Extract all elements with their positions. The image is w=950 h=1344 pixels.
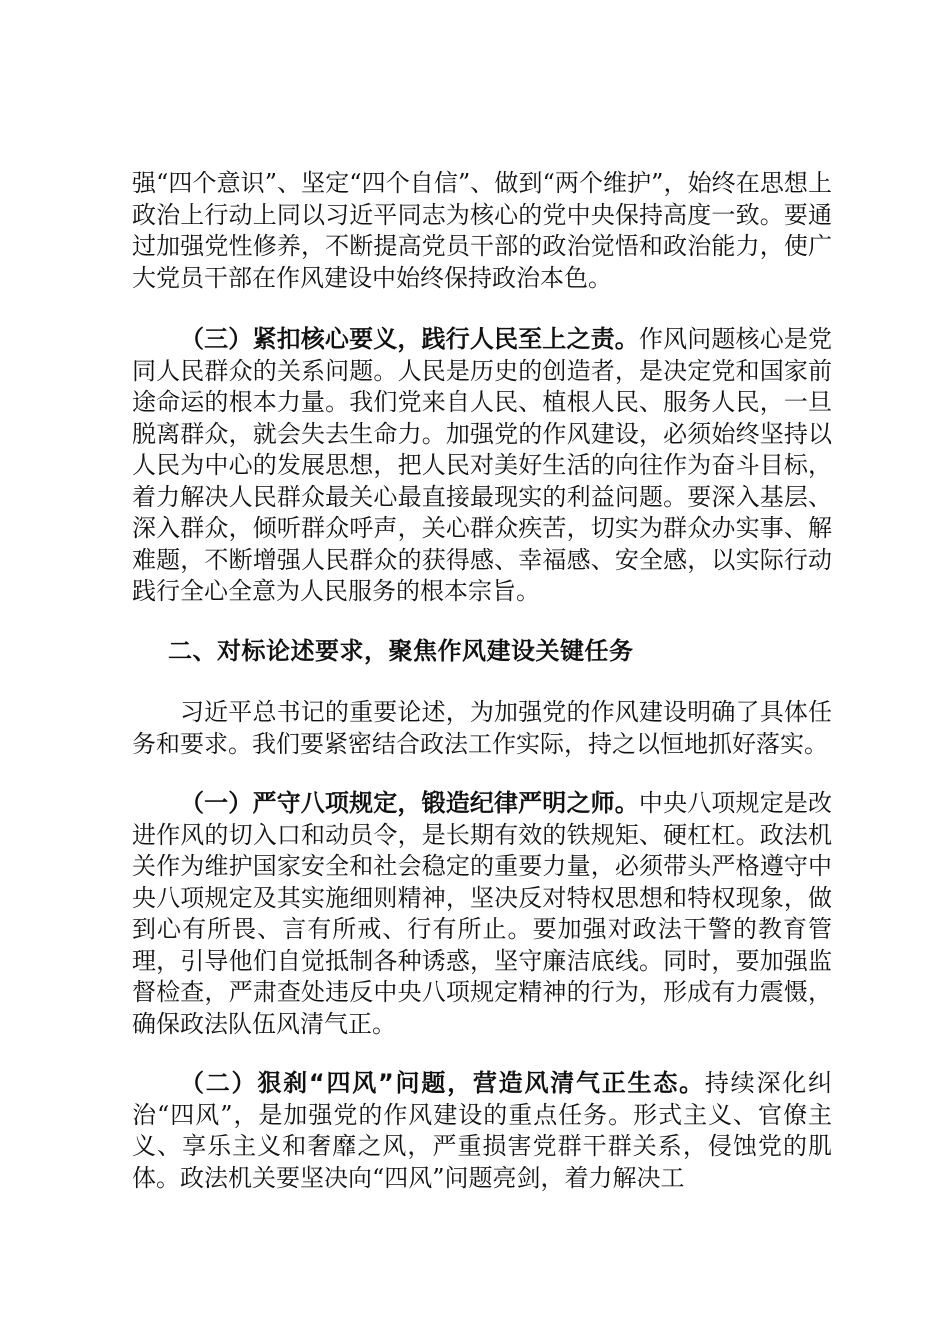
paragraph-lead-heading: （一）严守八项规定，锻造纪律严明之师。 xyxy=(180,789,639,817)
paragraph-people-first xyxy=(132,324,832,608)
paragraph-section-intro xyxy=(132,697,832,760)
paragraph-text: 作风问题核心是党同人民群众的关系问题。人民是历史的创造者，是决定党和国家前途命运的根本力量。我们党来自人民、植根人民、服务人民，一旦脱离群众，就会失去生命力。加强党的作风建设，必须始终坚持以人民为中心的发展思想，把人民对美好生活的向往作为奋斗目标，着力解决人民群众最关心最直接最现实的利益问题。要深入基层、深入群众，倾听群众呼声，关心群众疾苦，切实为群众办实事、解难题，不断增强人民群众的获得感、幸福感、安全感，以实际行动践行全心全意为人民服务的根本宗旨。 xyxy=(132,325,832,605)
section-heading-2: 二、对标论述要求，聚焦作风建设关键任务 xyxy=(168,636,634,665)
paragraph-lead-heading: （二）狠刹“四风”问题，营造风清气正生态。 xyxy=(180,1069,705,1097)
paragraph-eight-rules xyxy=(132,788,832,1040)
paragraph-text: 强“四个意识”、坚定“四个自信”、做到“两个维护”，始终在思想上政治上行动上同以习近平同志为核心的党中央保持高度一致。要通过加强党性修养，不断提高党员干部的政治觉悟和政治能力，使广大党员干部在作风建设中始终保持政治本色。 xyxy=(132,169,832,292)
document-body xyxy=(132,168,832,1222)
paragraph-political-loyalty-continuation xyxy=(132,168,832,294)
paragraph-lead-heading: （三）紧扣核心要义，践行人民至上之责。 xyxy=(180,325,639,353)
paragraph-text: 习近平总书记的重要论述，为加强党的作风建设明确了具体任务和要求。我们要紧密结合政法工作实际，持之以恒地抓好落实。 xyxy=(132,698,832,758)
paragraph-text: 中央八项规定是改进作风的切入口和动员令，是长期有效的铁规矩、硬杠杠。政法机关作为维护国家安全和社会稳定的重要力量，必须带头严格遵守中央八项规定及其实施细则精神，坚决反对特权思想和特权现象，做到心有所畏、言有所戒、行有所止。要加强对政法干警的教育管理，引导他们自觉抵制各种诱惑，坚守廉洁底线。同时，要加强监督检查，严肃查处违反中央八项规定精神的行为，形成有力震慑，确保政法队伍风清气正。 xyxy=(132,789,832,1038)
paragraph-text: 持续深化纠治“四风”，是加强党的作风建设的重点任务。形式主义、官僚主义、享乐主义和奢靡之风，严重损害党群干群关系，侵蚀党的肌体。政法机关要坚决向“四风”问题亮剑，着力解决工 xyxy=(132,1069,833,1192)
paragraph-four-styles xyxy=(132,1068,832,1194)
